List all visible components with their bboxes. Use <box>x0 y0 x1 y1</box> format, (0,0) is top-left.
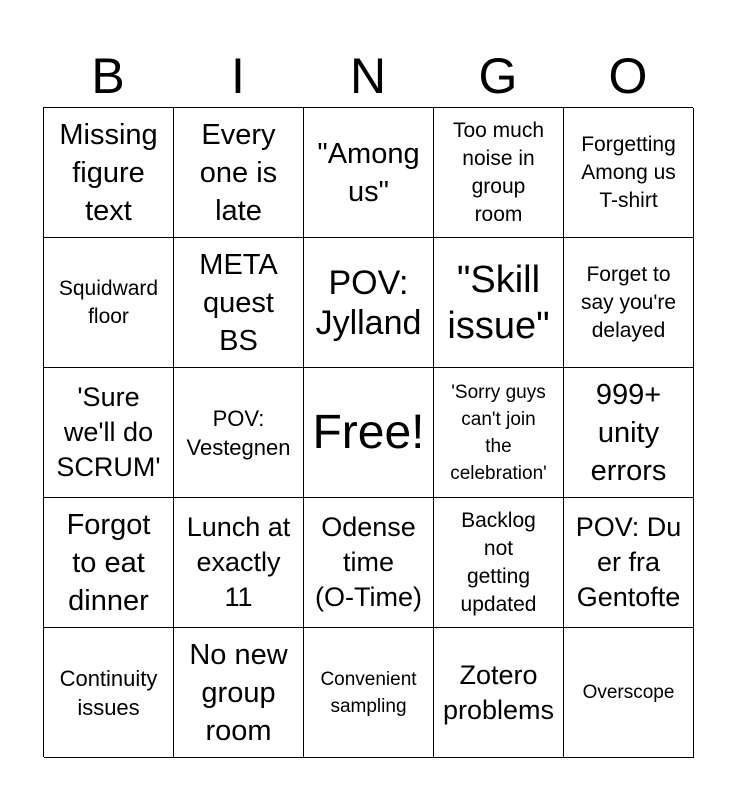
header-letter-o: O <box>608 48 648 104</box>
bingo-cell[interactable] <box>304 108 434 238</box>
bingo-cell[interactable] <box>564 238 694 368</box>
cell-text: Forget to say you're delayed <box>580 262 677 342</box>
cell-text: 'Sure we'll do SCRUM' <box>56 382 161 482</box>
bingo-cell[interactable] <box>44 368 174 498</box>
bingo-cell[interactable] <box>174 498 304 628</box>
bingo-header <box>43 46 693 108</box>
header-letter-b: B <box>91 48 125 104</box>
cell-text: Lunch at exactly 11 <box>186 512 291 612</box>
bingo-cell[interactable] <box>304 498 434 628</box>
bingo-cell[interactable] <box>564 628 694 758</box>
cell-text: Forgot to eat dinner <box>66 508 151 617</box>
header-letter-n: N <box>349 48 387 104</box>
cell-text: Missing figure text <box>59 118 158 227</box>
cell-text: Every one is late <box>199 118 278 227</box>
bingo-cell[interactable] <box>174 108 304 238</box>
cell-text: Forgetting Among us T-shirt <box>581 132 676 212</box>
bingo-cell[interactable] <box>434 368 564 498</box>
bingo-cell[interactable] <box>564 368 694 498</box>
bingo-cell[interactable] <box>304 628 434 758</box>
bingo-board <box>43 107 693 757</box>
cell-text: Zotero problems <box>442 659 555 725</box>
bingo-cell[interactable] <box>44 238 174 368</box>
free-space-text: Free! <box>312 405 425 459</box>
bingo-cell-free[interactable] <box>304 368 434 498</box>
cell-text: 'Sorry guys can't join the celebration' <box>450 381 547 484</box>
cell-text: Convenient sampling <box>320 668 417 717</box>
cell-text: POV: Du er fra Gentofte <box>575 512 682 612</box>
header-letter-i: I <box>231 48 245 104</box>
cell-text: Too much noise in group room <box>452 118 545 226</box>
cell-text: Continuity issues <box>59 665 158 720</box>
cell-text: Backlog not getting updated <box>460 508 537 616</box>
bingo-cell[interactable] <box>44 108 174 238</box>
cell-text: POV: Jylland <box>315 263 422 342</box>
cell-text: No new group room <box>189 638 288 747</box>
bingo-cell[interactable] <box>434 108 564 238</box>
bingo-cell[interactable] <box>434 498 564 628</box>
cell-text: META quest BS <box>199 248 278 357</box>
bingo-cell[interactable] <box>564 498 694 628</box>
cell-text: Odense time (O-Time) <box>315 512 422 612</box>
bingo-cell[interactable] <box>434 238 564 368</box>
cell-text: POV: Vestegnen <box>186 405 291 460</box>
cell-text: Overscope <box>582 682 675 703</box>
bingo-cell[interactable] <box>44 628 174 758</box>
bingo-cell[interactable] <box>434 628 564 758</box>
bingo-cell[interactable] <box>174 238 304 368</box>
bingo-cell[interactable] <box>174 368 304 498</box>
bingo-cell[interactable] <box>564 108 694 238</box>
cell-text: "Skill issue" <box>447 258 550 347</box>
cell-text: "Among us" <box>317 137 420 208</box>
header-letter-g: G <box>478 48 518 104</box>
bingo-cell[interactable] <box>304 238 434 368</box>
bingo-cell[interactable] <box>174 628 304 758</box>
cell-text: Squidward floor <box>58 276 159 328</box>
bingo-cell[interactable] <box>44 498 174 628</box>
cell-text: 999+ unity errors <box>590 378 667 487</box>
